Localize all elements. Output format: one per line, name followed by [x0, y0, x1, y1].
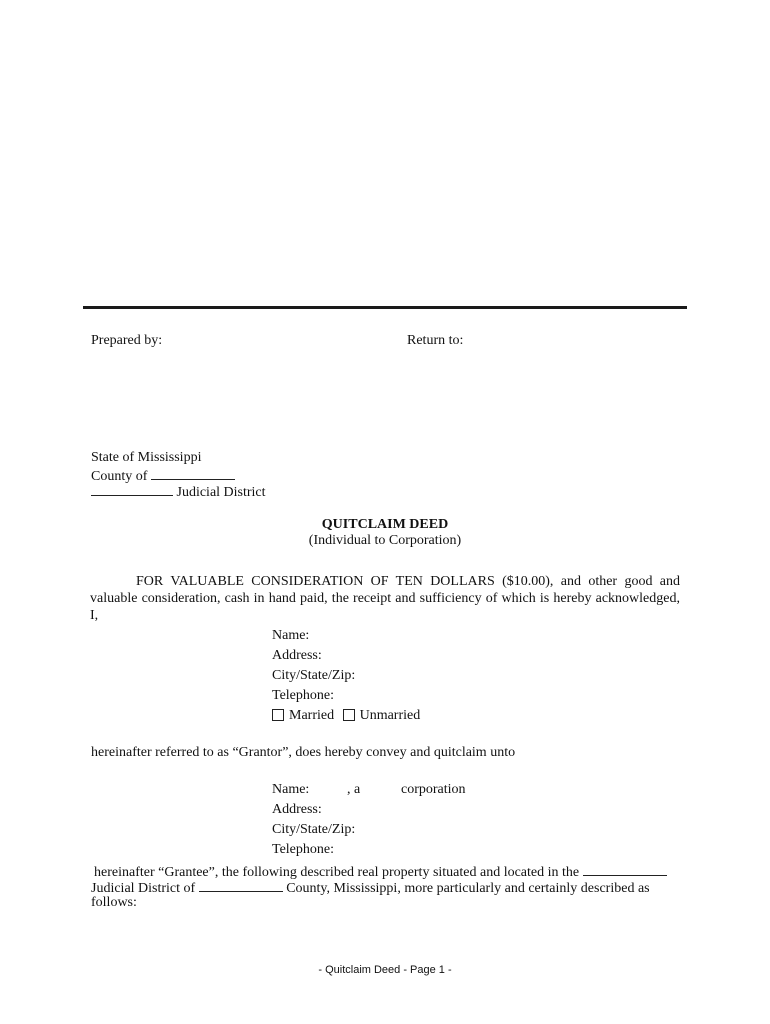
marital-status-row [272, 707, 420, 724]
return-to-label: Return to: [407, 333, 464, 348]
grantee-name-label: Name: [272, 782, 310, 797]
judicial-district-blank-field[interactable] [91, 482, 173, 496]
judicial-district-label: Judicial District [176, 485, 266, 500]
married-checkbox[interactable] [272, 709, 284, 721]
header-rule [83, 306, 687, 309]
judicial-district-of-label: Judicial District of [91, 881, 196, 896]
judicial-district-line [91, 482, 266, 501]
deed-subtitle: (Individual to Corporation) [308, 533, 462, 548]
grantee-corporation-label: corporation [401, 782, 466, 797]
state-line: State of Mississippi [91, 450, 202, 465]
grantor-telephone-label: Telephone: [272, 688, 334, 703]
judicial-district-field-2[interactable] [583, 862, 667, 876]
county-field-2[interactable] [199, 878, 283, 892]
unmarried-checkbox[interactable] [343, 709, 355, 721]
page-footer: - Quitclaim Deed - Page 1 - [318, 964, 452, 976]
grantee-a-label: , a [347, 782, 361, 797]
deed-title: QUITCLAIM DEED [321, 517, 449, 532]
grantee-city-label: City/State/Zip: [272, 822, 356, 837]
county-blank-field[interactable] [151, 466, 235, 480]
married-label: Married [289, 708, 335, 723]
grantor-clause: hereinafter referred to as “Grantor”, does hereby convey and quitclaim unto [91, 745, 516, 760]
county-mississippi-text: County, Mississippi, more particularly and certainly described as [286, 881, 650, 896]
grantor-address-label: Address: [272, 648, 322, 663]
county-label: County of [91, 469, 148, 484]
grantee-clause-line2 [91, 878, 650, 897]
grantee-telephone-label: Telephone: [272, 842, 334, 857]
unmarried-label: Unmarried [359, 708, 421, 723]
grantee-clause-line3: follows: [91, 895, 137, 910]
grantor-city-label: City/State/Zip: [272, 668, 356, 683]
grantee-clause-text: hereinafter “Grantee”, the following described real property situated and located in the [94, 865, 580, 880]
grantee-address-label: Address: [272, 802, 322, 817]
prepared-by-label: Prepared by: [91, 333, 163, 348]
consideration-paragraph: FOR VALUABLE CONSIDERATION OF TEN DOLLARS ($10.00), and other good and valuable consideration, cash in hand paid, the receipt and sufficiency of which is hereby acknowledged, I, [90, 574, 680, 623]
grantor-name-label: Name: [272, 628, 310, 643]
